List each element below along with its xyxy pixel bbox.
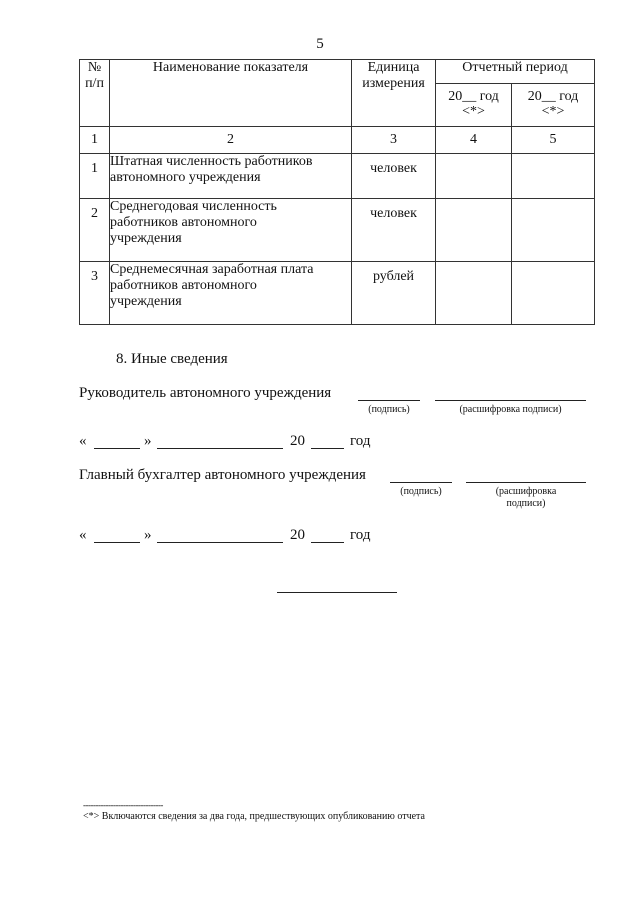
column-number: 2 — [110, 127, 352, 154]
table-row — [80, 262, 595, 325]
row-num: 2 — [80, 199, 110, 262]
row-name-line: работников автономного — [110, 278, 257, 293]
row-name-line: учреждения — [110, 294, 182, 309]
header-unit — [352, 60, 436, 127]
head-decode-line — [435, 400, 586, 401]
accountant-decode-caption-line: (расшифровка — [495, 486, 557, 497]
row-name-line: учреждения — [110, 231, 182, 246]
row-value-year1 — [436, 262, 512, 325]
header-year1 — [436, 84, 512, 127]
row-name — [110, 199, 352, 262]
accountant-decode-line — [466, 482, 586, 483]
date-q-open: « — [79, 527, 87, 543]
year1-footnote-mark: <*> — [462, 104, 485, 119]
column-number: 1 — [80, 127, 110, 154]
header-name: Наименование показателя — [110, 60, 352, 127]
column-number: 5 — [512, 127, 595, 154]
header-period: Отчетный период — [436, 60, 595, 84]
column-numbers-row — [80, 127, 595, 154]
row-unit: человек — [352, 199, 436, 262]
column-number: 3 — [352, 127, 436, 154]
row-value-year1 — [436, 154, 512, 199]
date-year-line — [311, 448, 344, 449]
footnote-text: <*> Включаются сведения за два года, предшествующих опубликованию отчета — [83, 811, 425, 822]
date-year-word: год — [350, 433, 371, 449]
date-q-close: » — [144, 433, 152, 449]
row-value-year2 — [512, 154, 595, 199]
head-decode-caption: (расшифровка подписи) — [459, 404, 562, 415]
row-value-year2 — [512, 262, 595, 325]
row-value-year1 — [436, 199, 512, 262]
section-8-title: 8. Иные сведения — [116, 351, 228, 367]
end-separator-line — [277, 592, 397, 593]
indicators-table — [79, 59, 595, 325]
date-year-prefix: 20 — [290, 527, 305, 543]
year2-label: 20__ год — [527, 89, 579, 104]
accountant-signature-line — [390, 482, 452, 483]
header-num-line1: № — [87, 60, 102, 75]
date-month-line — [157, 542, 283, 543]
head-signature-line — [358, 400, 420, 401]
row-num: 3 — [80, 262, 110, 325]
date-month-line — [157, 448, 283, 449]
head-sign-label: Руководитель автономного учреждения — [79, 385, 332, 401]
header-year2 — [512, 84, 595, 127]
date-year-word: год — [350, 527, 371, 543]
header-num-line2: п/п — [85, 76, 104, 91]
year1-label: 20__ год — [448, 89, 499, 104]
accountant-sign-label: Главный бухгалтер автономного учреждения — [79, 467, 366, 483]
row-name-line: автономного учреждения — [110, 170, 261, 185]
row-name-line: Среднемесячная заработная плата — [110, 262, 314, 277]
page-number: 5 — [316, 36, 324, 52]
row-value-year2 — [512, 199, 595, 262]
row-name-line: Штатная численность работников — [110, 154, 313, 169]
date-day-line — [94, 448, 140, 449]
accountant-sig-caption: (подпись) — [400, 486, 442, 497]
table-row — [80, 154, 595, 199]
column-number: 4 — [436, 127, 512, 154]
header-num — [80, 60, 110, 127]
row-unit: рублей — [352, 262, 436, 325]
date-q-open: « — [79, 433, 87, 449]
header-unit-line1: Единица — [367, 60, 420, 75]
row-unit: человек — [352, 154, 436, 199]
accountant-decode-caption-line: подписи) — [506, 498, 546, 509]
table-row — [80, 199, 595, 262]
footnote-separator: -------------------------------- — [83, 800, 163, 810]
date-q-close: » — [144, 527, 152, 543]
date-year-line — [311, 542, 344, 543]
row-num: 1 — [80, 154, 110, 199]
year2-footnote-mark: <*> — [541, 104, 565, 119]
row-name-line: Среднегодовая численность — [110, 199, 277, 214]
row-name — [110, 262, 352, 325]
accountant-decode-caption — [466, 486, 586, 510]
head-sig-caption: (подпись) — [368, 404, 410, 415]
row-name-line: работников автономного — [110, 215, 257, 230]
table-header-row — [80, 60, 595, 84]
row-name — [110, 154, 352, 199]
date-day-line — [94, 542, 140, 543]
header-unit-line2: измерения — [362, 76, 425, 91]
date-year-prefix: 20 — [290, 433, 305, 449]
